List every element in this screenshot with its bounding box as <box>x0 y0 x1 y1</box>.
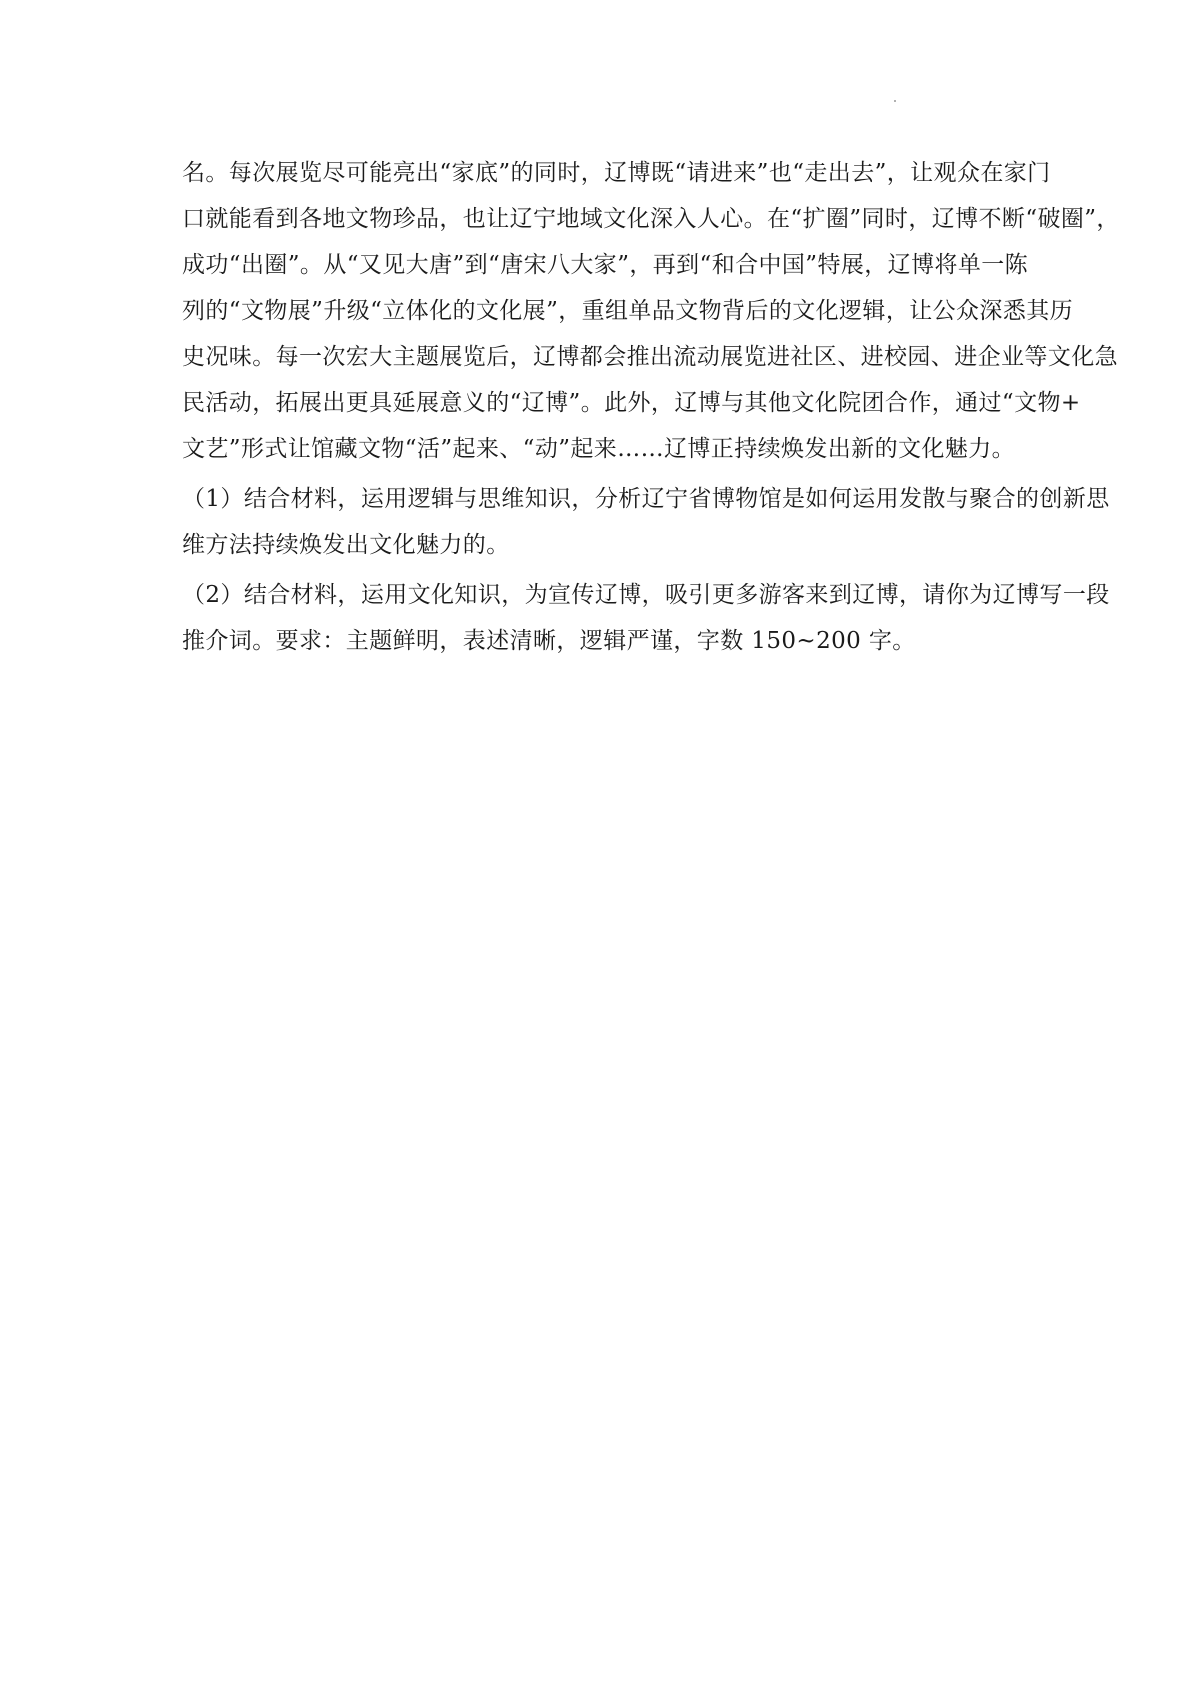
question-line: 推介词。要求：主题鲜明，表述清晰，逻辑严谨，字数 150~200 字。 <box>182 628 916 654</box>
passage-line: 文艺”形式让馆藏文物“活”起来、“动”起来……辽博正持续焕发出新的文化魅力。 <box>182 436 1015 462</box>
passage-line: 名。每次展览尽可能亮出“家底”的同时，辽博既“请进来”也“走出去”，让观众在家门 <box>182 160 1051 186</box>
question-line: （1）结合材料，运用逻辑与思维知识，分析辽宁省博物馆是如何运用发散与聚合的创新思 <box>182 486 1110 512</box>
passage-line: 民活动，拓展出更具延展意义的“辽博”。此外，辽博与其他文化院团合作，通过“文物+ <box>182 390 1081 416</box>
passage-line: 史况味。每一次宏大主题展览后，辽博都会推出流动展览进社区、进校园、进企业等文化急 <box>182 344 1118 370</box>
question-line: 维方法持续焕发出文化魅力的。 <box>182 532 510 558</box>
question-1 <box>182 476 1110 568</box>
passage-line: 口就能看到各地文物珍品，也让辽宁地域文化深入人心。在“扩圈”同时，辽博不断“破圈”， <box>182 206 1120 232</box>
question-2 <box>182 572 1110 664</box>
question-line: （2）结合材料，运用文化知识，为宣传辽博，吸引更多游客来到辽博，请你为辽博写一段 <box>182 582 1110 608</box>
passage-text <box>182 150 1120 664</box>
passage-line: 列的“文物展”升级“立体化的文化展”，重组单品文物背后的文化逻辑，让公众深悉其历 <box>182 298 1074 324</box>
scan-speck <box>894 100 896 102</box>
passage-line: 成功“出圈”。从“又见大唐”到“唐宋八大家”，再到“和合中国”特展，辽博将单一陈 <box>182 252 1029 278</box>
